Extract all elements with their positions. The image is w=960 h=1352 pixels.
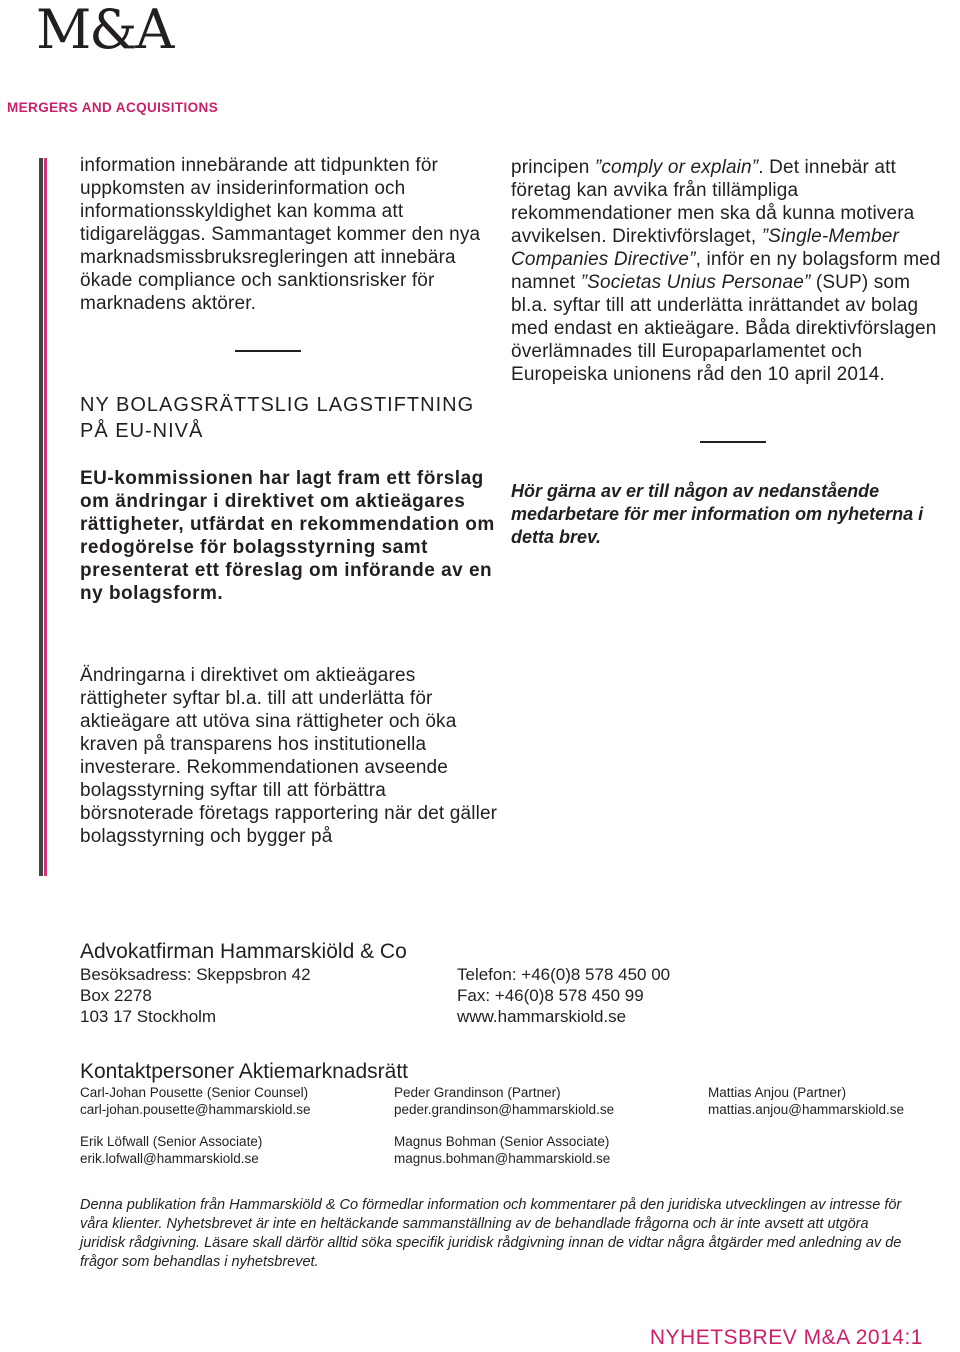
contact-name: Mattias Anjou (Partner): [708, 1085, 847, 1100]
contact-name: Peder Grandinson (Partner): [394, 1085, 561, 1100]
firm-contact: [457, 964, 670, 1027]
section-divider: [235, 350, 301, 352]
contact-email[interactable]: carl-johan.pousette@hammarskiold.se: [80, 1102, 311, 1117]
contact-email[interactable]: mattias.anjou@hammarskiold.se: [708, 1102, 905, 1117]
text-run: ”Single-Member Companies Directive”: [511, 226, 899, 270]
contact-person: [394, 1133, 610, 1167]
website-link[interactable]: www.hammarskiold.se: [457, 1007, 627, 1026]
closing-divider: [700, 441, 766, 443]
column2-paragraph: [511, 156, 951, 386]
phone: Telefon: +46(0)8 578 450 00: [457, 965, 671, 984]
text-run: ”comply or explain”: [594, 157, 759, 178]
contact-person: [80, 1133, 262, 1167]
footer-issue: NYHETSBREV M&A 2014:1: [649, 1326, 923, 1349]
firm-name: Advokatfirman Hammarskiöld & Co: [80, 940, 407, 963]
contact-name: Carl-Johan Pousette (Senior Counsel): [80, 1085, 309, 1100]
paragraph: EU-kommissionen har lagt fram ett förslag om ändringar i direktivet om aktieägares rättigheter, utfärdat en rekommendation om redogörelse för bolagsstyrning samt presenterat ett föreslag om införande av en ny bolagsform.: [80, 468, 495, 604]
contact-name: Magnus Bohman (Senior Associate): [394, 1134, 610, 1149]
contact-person: [708, 1084, 904, 1118]
text-run: , inför en ny bolagsform med namnet: [511, 249, 941, 293]
box-address: Box 2278: [80, 986, 152, 1005]
side-stripe-dark: [39, 158, 43, 876]
text-run: (SUP) som bl.a. syftar till att underlätta inrättandet av bolag med endast en aktieägare. Båda direktivförslagen överlämnades till Europaparlamentet och Europeiska unionens råd den 10 april 2014.: [511, 272, 937, 385]
contact-name: Erik Löfwall (Senior Associate): [80, 1134, 263, 1149]
text-run: principen: [511, 157, 595, 178]
contact-email[interactable]: erik.lofwall@hammarskiold.se: [80, 1151, 259, 1166]
fax: Fax: +46(0)8 578 450 99: [457, 986, 644, 1005]
visit-address: Besöksadress: Skeppsbron 42: [80, 965, 311, 984]
section-heading: [80, 392, 500, 444]
contact-person: [394, 1084, 614, 1118]
disclaimer: Denna publikation från Hammarskiöld & Co förmedlar information och kommentarer på den juridiska utvecklingen av intresse för våra klienter. Nyhetsbrevet är inte en heltäckande sammanställning av de behandlade frågorna och är inte avsett att utgöra juridisk rådgivning. Läsare skall därför alltid söka specifik juridisk rådgivning innan de vidtar några åtgärder med anledning av de frågor som behandlas i nyhetsbrevet.: [80, 1197, 902, 1270]
contact-email[interactable]: peder.grandinson@hammarskiold.se: [394, 1102, 615, 1117]
column1-para2: [80, 664, 500, 848]
text-run: ”Societas Unius Personae”: [580, 272, 811, 293]
closing-note: Hör gärna av er till någon av nedanstående medarbetare för mer information om nyheterna i detta brev.: [511, 481, 924, 547]
paragraph: Ändringarna i direktivet om aktieägares rättigheter syftar bl.a. till att underlätta för aktieägare att utöva sina rättigheter och öka kraven på transparens hos institutionella investerare. Rekommendationen avseende bolagsstyrning syftar till att förbättra börsnoterade företags rapportering när det gäller bolagsstyrning och bygger på: [80, 665, 498, 847]
contact-email[interactable]: magnus.bohman@hammarskiold.se: [394, 1151, 611, 1166]
logo: M&A: [36, 0, 173, 61]
paragraph: information innebärande att tidpunkten för uppkomsten av insiderinformation och informationsskyldighet kan komma att tidigareläggas. Sammantaget kommer den nya marknadsmissbruksregleringen att innebära ökade compliance och sanktionsrisker för marknadens aktörer.: [80, 155, 481, 314]
column1-para-continued: [80, 154, 500, 315]
text-run: . Det innebär att företag kan avvika från tillämpliga rekommendationer men ska då kunna motivera avvikelsen. Direktivförslaget,: [511, 157, 915, 247]
contact-person: [80, 1084, 311, 1118]
logo-subtitle: MERGERS AND ACQUISITIONS: [7, 100, 219, 115]
city-address: 103 17 Stockholm: [80, 1007, 217, 1026]
heading-line: NY BOLAGSRÄTTSLIG LAGSTIFTNING: [80, 394, 475, 416]
contacts-title: Kontaktpersoner Aktiemarknadsrätt: [80, 1060, 409, 1083]
firm-address: [80, 964, 311, 1027]
paragraph: [511, 156, 951, 386]
side-stripe-pink: [44, 158, 47, 876]
heading-line: PÅ EU-NIVÅ: [80, 420, 204, 442]
lead-paragraph: [80, 467, 500, 605]
